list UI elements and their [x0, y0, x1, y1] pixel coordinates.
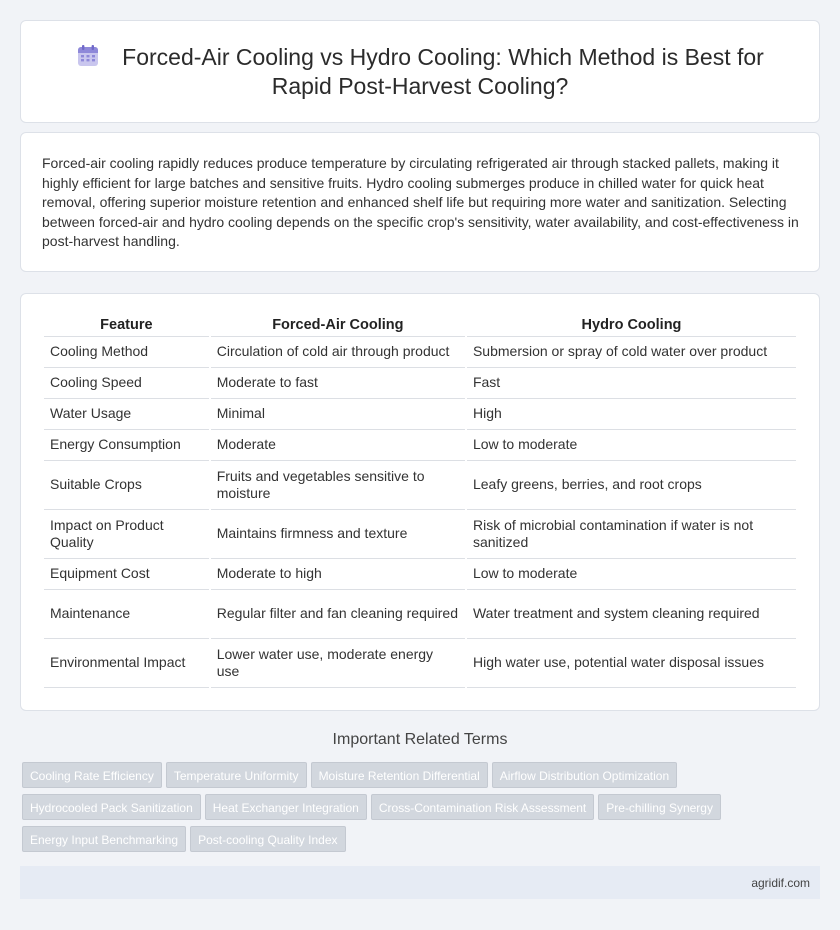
cell-hydro: Low to moderate	[467, 430, 796, 461]
cell-feature: Environmental Impact	[44, 639, 209, 688]
related-term-tag[interactable]: Temperature Uniformity	[166, 762, 307, 788]
table-row	[44, 430, 796, 461]
page-title-wrap	[61, 43, 779, 101]
cell-feature: Impact on Product Quality	[44, 510, 209, 559]
cell-feature: Maintenance	[44, 590, 209, 639]
cell-feature: Equipment Cost	[44, 559, 209, 590]
related-term-tag[interactable]: Pre-chilling Synergy	[598, 794, 721, 820]
cell-feature: Energy Consumption	[44, 430, 209, 461]
cell-forced-air: Circulation of cold air through product	[211, 337, 465, 368]
related-term-tag[interactable]: Cross-Contamination Risk Assessment	[371, 794, 594, 820]
related-term-tag[interactable]: Heat Exchanger Integration	[205, 794, 367, 820]
comparison-table	[42, 315, 798, 688]
footer	[20, 866, 820, 899]
table-row	[44, 337, 796, 368]
cell-forced-air: Minimal	[211, 399, 465, 430]
related-term-tag[interactable]: Airflow Distribution Optimization	[492, 762, 677, 788]
cell-forced-air: Fruits and vegetables sensitive to moisture	[211, 461, 465, 510]
cell-hydro: High water use, potential water disposal issues	[467, 639, 796, 688]
table-row	[44, 368, 796, 399]
cell-hydro: Risk of microbial contamination if water is not sanitized	[467, 510, 796, 559]
table-row	[44, 590, 796, 639]
intro-card	[20, 132, 820, 272]
related-term-tag[interactable]: Hydrocooled Pack Sanitization	[22, 794, 201, 820]
table-row	[44, 559, 796, 590]
cell-feature: Suitable Crops	[44, 461, 209, 510]
table-row	[44, 510, 796, 559]
cell-feature: Cooling Speed	[44, 368, 209, 399]
related-term-tag[interactable]: Moisture Retention Differential	[311, 762, 488, 788]
related-term-tag[interactable]: Energy Input Benchmarking	[22, 826, 186, 852]
header-feature: Feature	[44, 315, 209, 337]
comparison-table-card	[20, 293, 820, 711]
cell-forced-air: Moderate to high	[211, 559, 465, 590]
cell-forced-air: Lower water use, moderate energy use	[211, 639, 465, 688]
related-term-tag[interactable]: Cooling Rate Efficiency	[22, 762, 162, 788]
table-row	[44, 639, 796, 688]
title-card	[20, 20, 820, 123]
table-row	[44, 461, 796, 510]
page-title: Forced-Air Cooling vs Hydro Cooling: Which Method is Best for Rapid Post-Harvest Cooling?	[122, 44, 764, 99]
cell-forced-air: Moderate	[211, 430, 465, 461]
cell-feature: Cooling Method	[44, 337, 209, 368]
intro-paragraph: Forced-air cooling rapidly reduces produce temperature by circulating refrigerated air through stacked pallets, making it highly efficient for large batches and sensitive fruits. Hydro cooling submerges produce in chilled water for quick heat removal, offering superior moisture retention and enhanced shelf life but requiring more water and sanitization. Selecting between forced-air and hydro cooling depends on the specific crop's sensitivity, water availability, and cost-effectiveness in post-harvest handling.	[42, 155, 799, 249]
related-term-tag[interactable]: Post-cooling Quality Index	[190, 826, 345, 852]
header-forced-air: Forced-Air Cooling	[211, 315, 465, 337]
cell-forced-air: Regular filter and fan cleaning required	[211, 590, 465, 639]
cell-hydro: Submersion or spray of cold water over product	[467, 337, 796, 368]
footer-site-link[interactable]: agridif.com	[751, 876, 810, 890]
cell-hydro: Leafy greens, berries, and root crops	[467, 461, 796, 510]
cell-hydro: Water treatment and system cleaning required	[467, 590, 796, 639]
related-terms-list	[22, 762, 782, 858]
cell-hydro: Fast	[467, 368, 796, 399]
cell-forced-air: Maintains firmness and texture	[211, 510, 465, 559]
cell-feature: Water Usage	[44, 399, 209, 430]
calendar-grid-icon	[76, 44, 100, 68]
related-terms-heading: Important Related Terms	[332, 731, 508, 748]
cell-hydro: Low to moderate	[467, 559, 796, 590]
table-row	[44, 399, 796, 430]
cell-hydro: High	[467, 399, 796, 430]
header-hydro: Hydro Cooling	[467, 315, 796, 337]
cell-forced-air: Moderate to fast	[211, 368, 465, 399]
